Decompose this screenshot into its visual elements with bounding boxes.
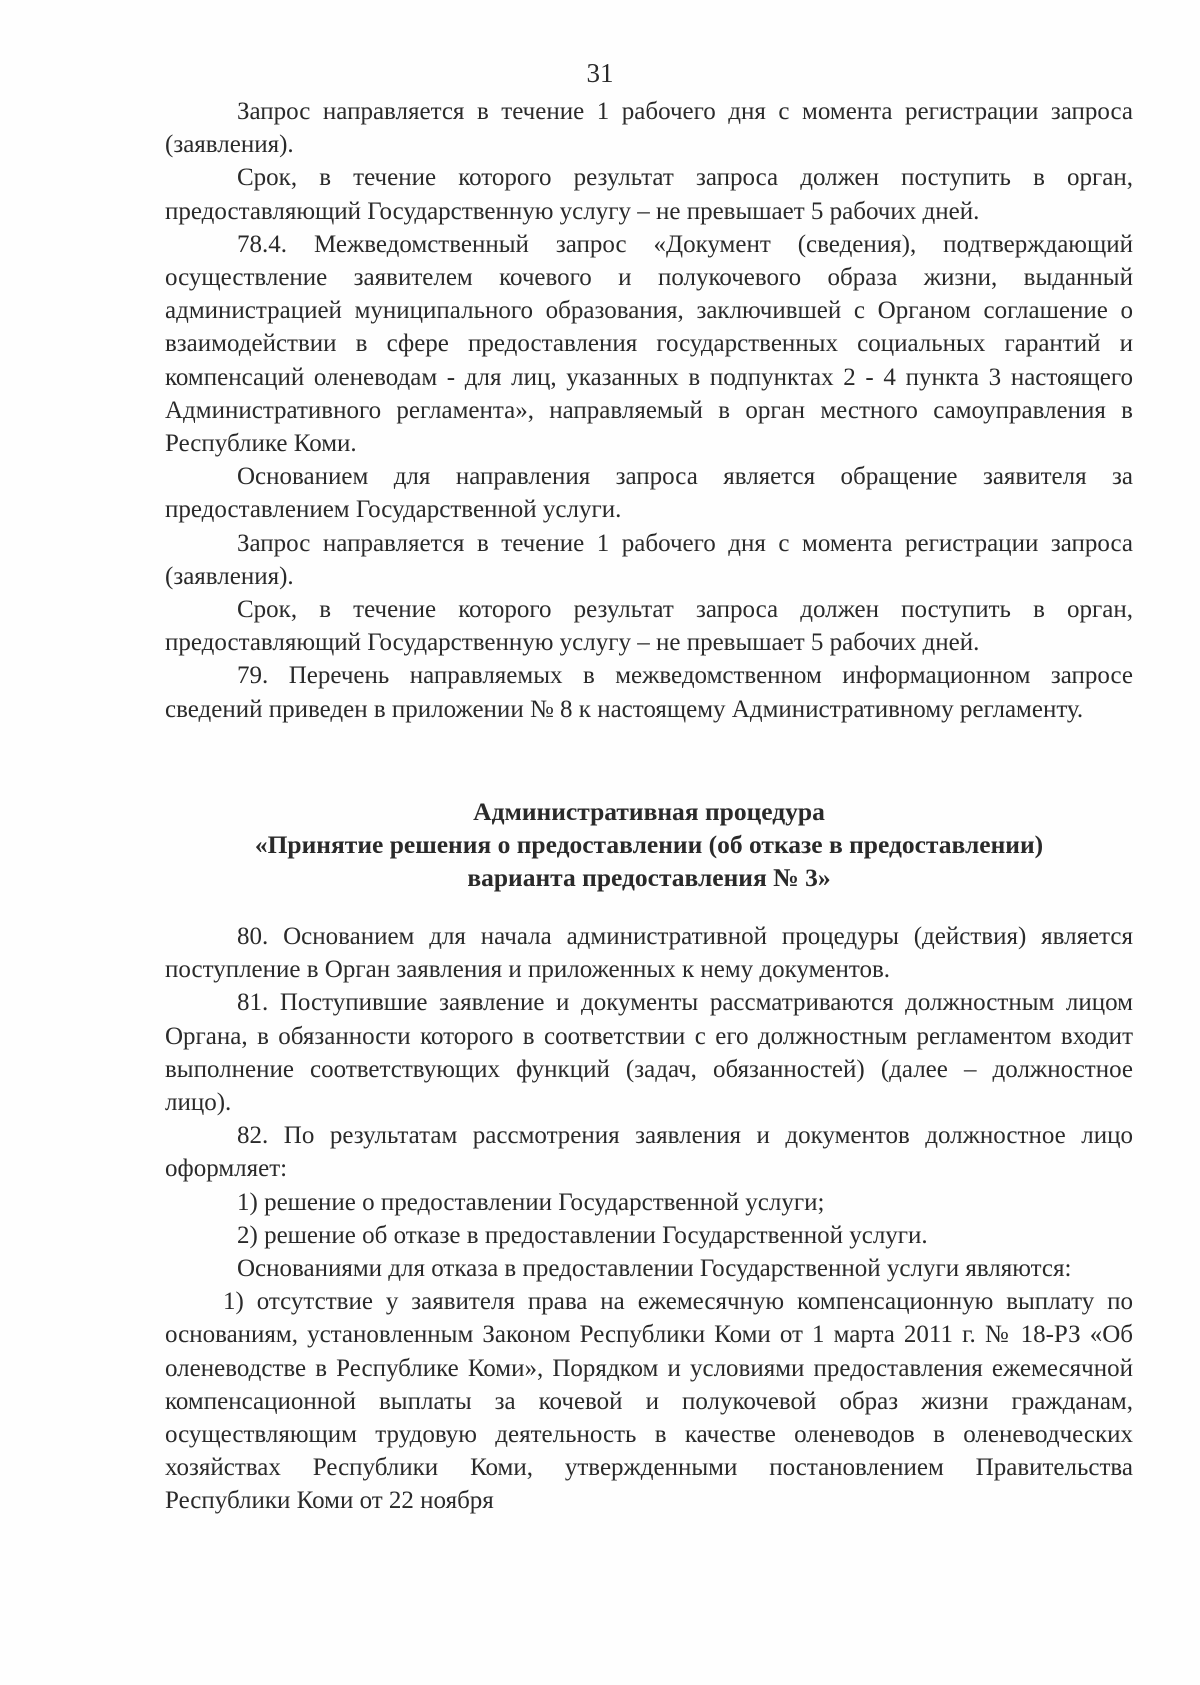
paragraph: 81. Поступившие заявление и документы рассматриваются должностным лицом Органа, в обязанности которого в соответствии с его должностным регламентом входит выполнение соответствующих функций (задач, обязанностей) (далее – должностное лицо).	[165, 989, 1133, 1117]
paragraph: Срок, в течение которого результат запроса должен поступить в орган, предоставляющий Государственную услугу – не превышает 5 рабочих дней.	[165, 596, 1133, 657]
paragraph: Запрос направляется в течение 1 рабочего дня с момента регистрации запроса (заявления).	[165, 98, 1133, 159]
list-item: 2) решение об отказе в предоставлении Государственной услуги.	[237, 1221, 928, 1249]
heading-line: варианта предоставления № 3»	[467, 863, 831, 892]
paragraph: 78.4. Межведомственный запрос «Документ (сведения), подтверждающий осуществление заявителем кочевого и полукочевого образа жизни, выданный администрацией муниципального образования, заключившей с Органом соглашение о взаимодействии в сфере предоставления государственных социальных гарантий и компенсаций оленеводам - для лиц, указанных в подпунктах 2 - 4 пункта 3 настоящего Административного регламента», направляемый в орган местного самоуправления в Республике Коми.	[165, 230, 1133, 458]
paragraph: Срок, в течение которого результат запроса должен поступить в орган, предоставляющий Государственную услугу – не превышает 5 рабочих дней.	[165, 164, 1133, 225]
body-text-top	[165, 95, 1133, 726]
heading-line: «Принятие решения о предоставлении (об отказе в предоставлении)	[254, 830, 1044, 859]
paragraph: Основаниями для отказа в предоставлении Государственной услуги являются:	[237, 1255, 1072, 1283]
paragraph: 82. По результатам рассмотрения заявления и документов должностное лицо оформляет:	[165, 1122, 1133, 1183]
paragraph: 80. Основанием для начала административной процедуры (действия) является поступление в Орган заявления и приложенных к нему документов.	[165, 923, 1133, 984]
heading-line: Административная процедура	[473, 797, 825, 826]
paragraph: 79. Перечень направляемых в межведомственном информационном запросе сведений приведен в приложении № 8 к настоящему Административному регламенту.	[165, 662, 1133, 723]
paragraph: Основанием для направления запроса является обращение заявителя за предоставлением Государственной услуги.	[165, 463, 1133, 524]
list-item: 1) решение о предоставлении Государственной услуги;	[237, 1188, 825, 1216]
section-heading	[165, 795, 1133, 894]
body-text-bottom	[165, 920, 1133, 1518]
paragraph: Запрос направляется в течение 1 рабочего дня с момента регистрации запроса (заявления).	[165, 529, 1133, 590]
list-item: 1) отсутствие у заявителя права на ежемесячную компенсационную выплату по основаниям, установленным Законом Республики Коми от 1 марта 2011 г. № 18-РЗ «Об оленеводстве в Республике Коми», Порядком и условиями предоставления ежемесячной компенсационной выплаты за кочевой и полукочевой образ жизни гражданам, осуществляющим трудовую деятельность в качестве оленеводов в оленеводческих хозяйствах Республики Коми, утвержденными постановлением Правительства Республики Коми от 22 ноября	[165, 1288, 1133, 1515]
page-number: 31	[586, 58, 614, 88]
